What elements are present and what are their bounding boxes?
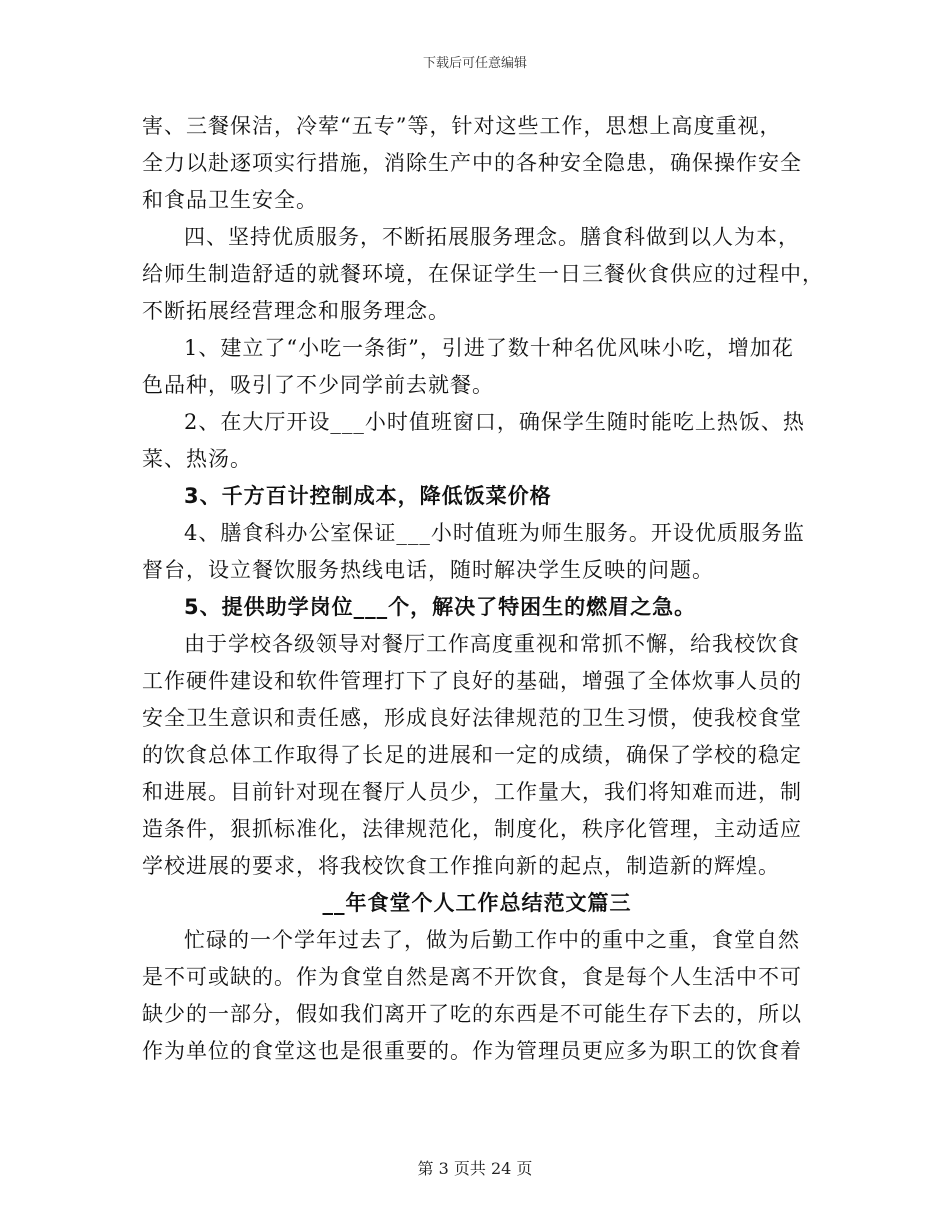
list-item-2: 2、在大厅开设___小时值班窗口，确保学生随时能吃上热饭、热 [184, 410, 805, 434]
section-title: __年食堂个人工作总结范文篇三 [322, 891, 632, 915]
text-line: 作为单位的食堂这也是很重要的。作为管理员更应多为职工的饮食着 [142, 1039, 802, 1063]
text-line: 是不可或缺的。作为食堂自然是离不开饮食，食是每个人生活中不可 [142, 965, 802, 989]
text-line: 督台，设立餐饮服务热线电话，随时解决学生反映的问题。 [142, 558, 714, 582]
text-line: 全力以赴逐项实行措施，消除生产中的各种安全隐患，确保操作安全 [142, 151, 802, 175]
list-item-5-bold: 5、提供助学岗位___个，解决了特困生的燃眉之急。 [184, 595, 697, 619]
text-line: 学校进展的要求，将我校饮食工作推向新的起点，制造新的辉煌。 [142, 854, 780, 878]
text-line: 菜、热汤。 [142, 447, 252, 471]
page-header: 下载后可任意编辑 [422, 56, 527, 71]
text-line: 缺少的一部分，假如我们离开了吃的东西是不可能生存下去的，所以 [142, 1002, 802, 1026]
text-line: 和进展。目前针对现在餐厅人员少，工作量大，我们将知难而进，制 [142, 780, 802, 804]
paragraph-start: 四、坚持优质服务，不断拓展服务理念。膳食科做到以人为本， [184, 225, 800, 249]
paragraph-start: 由于学校各级领导对餐厅工作高度重视和常抓不懈，给我校饮食 [184, 632, 800, 656]
text-line: 给师生制造舒适的就餐环境，在保证学生一日三餐伙食供应的过程中， [142, 262, 824, 286]
document-body [142, 108, 824, 1070]
page-number: 第 3 页共 24 页 [417, 1159, 533, 1178]
text-line: 和食品卫生安全。 [142, 188, 318, 212]
text-line: 的饮食总体工作取得了长足的进展和一定的成绩，确保了学校的稳定 [142, 743, 802, 767]
list-item-1: 1、建立了“小吃一条街”，引进了数十种名优风味小吃，增加花 [184, 336, 794, 360]
text-line: 色品种，吸引了不少同学前去就餐。 [142, 373, 494, 397]
text-line: 造条件，狠抓标准化，法律规范化，制度化，秩序化管理，主动适应 [142, 817, 802, 841]
list-item-4: 4、膳食科办公室保证___小时值班为师生服务。开设优质服务监 [184, 521, 805, 545]
text-line: 工作硬件建设和软件管理打下了良好的基础，增强了全体炊事人员的 [142, 669, 802, 693]
text-line: 害、三餐保洁，冷荤“五专”等，针对这些工作，思想上高度重视， [142, 114, 782, 138]
text-line: 安全卫生意识和责任感，形成良好法律规范的卫生习惯，使我校食堂 [142, 706, 802, 730]
text-line: 不断拓展经营理念和服务理念。 [142, 299, 450, 323]
list-item-3-bold: 3、千方百计控制成本，降低饭菜价格 [184, 484, 552, 508]
paragraph-start: 忙碌的一个学年过去了，做为后勤工作中的重中之重，食堂自然 [184, 928, 800, 952]
